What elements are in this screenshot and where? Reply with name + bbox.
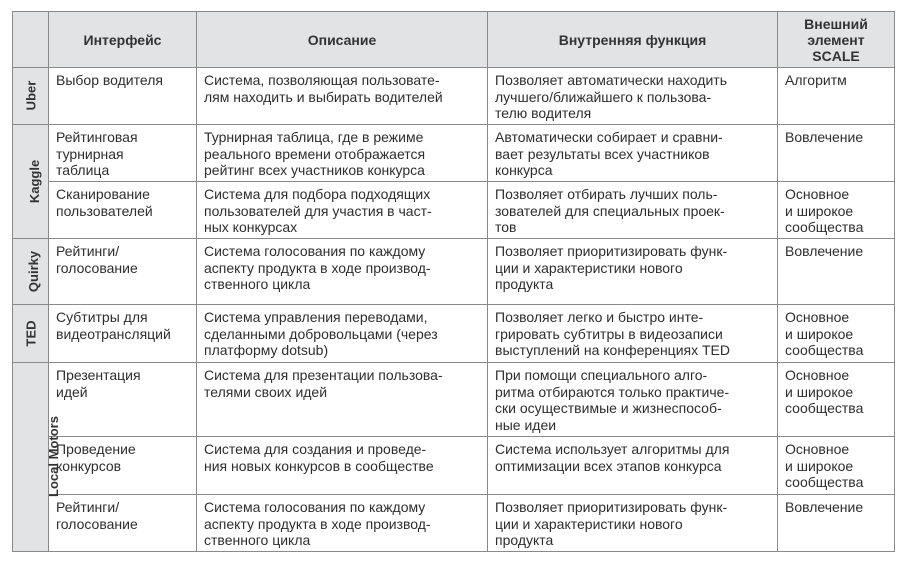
interface-cell [49,182,197,239]
cell-line: Сканирование [56,186,150,202]
cell-line: аспекту продукта в ходе производ- [204,259,431,276]
cell-line: Рейтинги/ [56,243,120,259]
function-cell [488,437,778,495]
table-row [13,437,895,495]
element-cell [778,305,895,363]
cell-line: Субтитры для [56,309,148,325]
cell-line: оптимизации всех этапов конкурса [495,457,722,474]
element-cell [778,495,895,552]
cell-line: грировать субтитры в видеозаписи [495,325,723,342]
interface-cell [49,239,197,305]
interface-cell [49,495,197,552]
table-row [13,125,895,182]
function-cell [488,363,778,437]
group-cell-uber [13,68,49,125]
cell-line: сообщества [785,342,864,358]
interface-cell [49,305,197,363]
cell-line: голосование [56,259,138,276]
description-cell [197,305,488,363]
cell-line: продукта [495,276,554,292]
cell-line: конкурса [495,162,553,178]
cell-line: ски осуществимые и жизнеспособ- [495,400,722,416]
cell-line: телями своих идей [204,383,328,400]
cell-line: Основное [785,186,850,202]
table-row [13,68,895,125]
table-row [13,239,895,305]
cell-line: турнирная [56,145,124,162]
cell-line: Система управления переводами, [204,309,428,325]
header-external-line: Внешний [804,15,868,32]
cell-line: лям находить и выбирать водителей [204,88,443,105]
cell-line: Система для презентации пользова- [204,367,443,383]
header-corner [13,12,49,68]
description-cell [197,437,488,495]
cell-line: ритма отбираются только практиче- [495,383,730,400]
cell-line: рейтинг всех участников конкурса [204,162,425,178]
cell-line: идей [56,383,88,400]
header-internal-function: Внутренняя функция [488,12,778,68]
cell-line: зователей для специальных проек- [495,202,725,219]
cell-line: Позволяет приоритизировать функ- [495,499,728,515]
cell-line: Система голосования по каждому [204,243,426,259]
cell-line: вает результаты всех участников [495,145,710,162]
cell-line: платформу dotsub) [204,342,329,358]
element-cell [778,239,895,305]
cell-line: Алгоритм [785,72,847,88]
cell-line: сообщества [785,400,864,416]
function-cell [488,182,778,239]
cell-line: сообщества [785,474,864,490]
table-row [13,182,895,239]
cell-line: ции и характеристики нового [495,259,683,276]
header-external-line: элемент [807,31,865,48]
header-external-line: SCALE [812,47,860,64]
interface-cell [49,125,197,182]
cell-line: Позволяет отбирать лучших поль- [495,186,718,202]
element-cell [778,363,895,437]
cell-line: лучшего/ближайшего к пользова- [495,88,712,105]
cell-line: ственного цикла [204,532,311,548]
cell-line: ния новых конкурсов в сообществе [204,457,434,474]
interface-cell [49,437,197,495]
cell-line: ственного цикла [204,276,311,292]
cell-line: Выбор водителя [56,72,163,88]
description-cell [197,68,488,125]
cell-line: Система, позволяющая пользовате- [204,72,440,88]
cell-line: Проведение [56,441,136,457]
interface-cell [49,363,197,437]
cell-line: Система голосования по каждому [204,499,426,515]
cell-line: и широкое [785,202,854,219]
element-cell [778,68,895,125]
group-cell-kaggle [13,125,49,239]
description-cell [197,182,488,239]
cell-line: Позволяет легко и быстро инте- [495,309,704,325]
cell-line: и широкое [785,383,854,400]
cell-line: Вовлечение [785,129,864,145]
cell-line: пользователей для участия в част- [204,202,432,219]
header-interface: Интерфейс [49,12,197,68]
cell-line: таблица [56,162,110,178]
cell-line: голосование [56,515,138,532]
group-cell-ted [13,305,49,363]
description-cell [197,239,488,305]
cell-line: продукта [495,532,554,548]
cell-line: Система для подбора подходящих [204,186,431,202]
cell-line: видеотрансляций [56,325,171,342]
cell-line: Система использует алгоритмы для [495,441,730,457]
function-cell [488,125,778,182]
table-row [13,363,895,437]
cell-line: сделанными добровольцами (через [204,325,438,342]
group-label: Uber [23,80,38,111]
cell-line: Основное [785,367,850,383]
function-cell [488,239,778,305]
cell-line: Вовлечение [785,499,864,515]
cell-line: ные идеи [495,416,557,433]
cell-line: телю водителя [495,105,592,121]
cell-line: сообщества [785,219,864,235]
cell-line: Презентация [56,367,141,383]
function-cell [488,305,778,363]
description-cell [197,363,488,437]
cell-line: Система для создания и проведе- [204,441,427,457]
header-row [13,12,895,68]
cell-line: Автоматически собирает и сравни- [495,129,723,145]
cell-line: ных конкурсах [204,219,298,235]
group-label: Local Motors [45,416,61,497]
cell-line: Турнирная таблица, где в режиме [204,129,424,145]
cell-line: Основное [785,309,850,325]
cell-line: выступлений на конференциях TED [495,342,730,358]
interface-cell [49,68,197,125]
element-cell [778,437,895,495]
cell-line: реального времени отображается [204,145,426,162]
group-label: TED [23,320,38,346]
cell-line: Рейтинги/ [56,499,120,515]
cell-line: и широкое [785,457,854,474]
cell-line: Позволяет автоматически находить [495,72,727,88]
header-description: Описание [197,12,488,68]
description-cell [197,495,488,552]
cell-line: Позволяет приоритизировать функ- [495,243,728,259]
cell-line: и широкое [785,325,854,342]
cell-line: Вовлечение [785,243,864,259]
cell-line: При помощи специального алго- [495,367,708,383]
group-label: Quirky [26,250,42,292]
description-cell [197,125,488,182]
comparison-table [12,11,894,551]
group-cell-quirky [13,239,49,305]
cell-line: ции и характеристики нового [495,515,683,532]
group-cell-local-motors [13,363,61,552]
element-cell [778,125,895,182]
table-row [13,305,895,363]
function-cell [488,68,778,125]
cell-line: Основное [785,441,850,457]
function-cell [488,495,778,552]
cell-line: тов [495,219,517,235]
group-label: Kaggle [27,159,43,203]
header-external-element [778,12,895,68]
element-cell [778,182,895,239]
cell-line: конкурсов [56,457,122,474]
cell-line: Рейтинговая [56,129,138,145]
cell-line: пользователей [56,202,153,219]
table-row [13,495,895,552]
cell-line: аспекту продукта в ходе производ- [204,515,431,532]
